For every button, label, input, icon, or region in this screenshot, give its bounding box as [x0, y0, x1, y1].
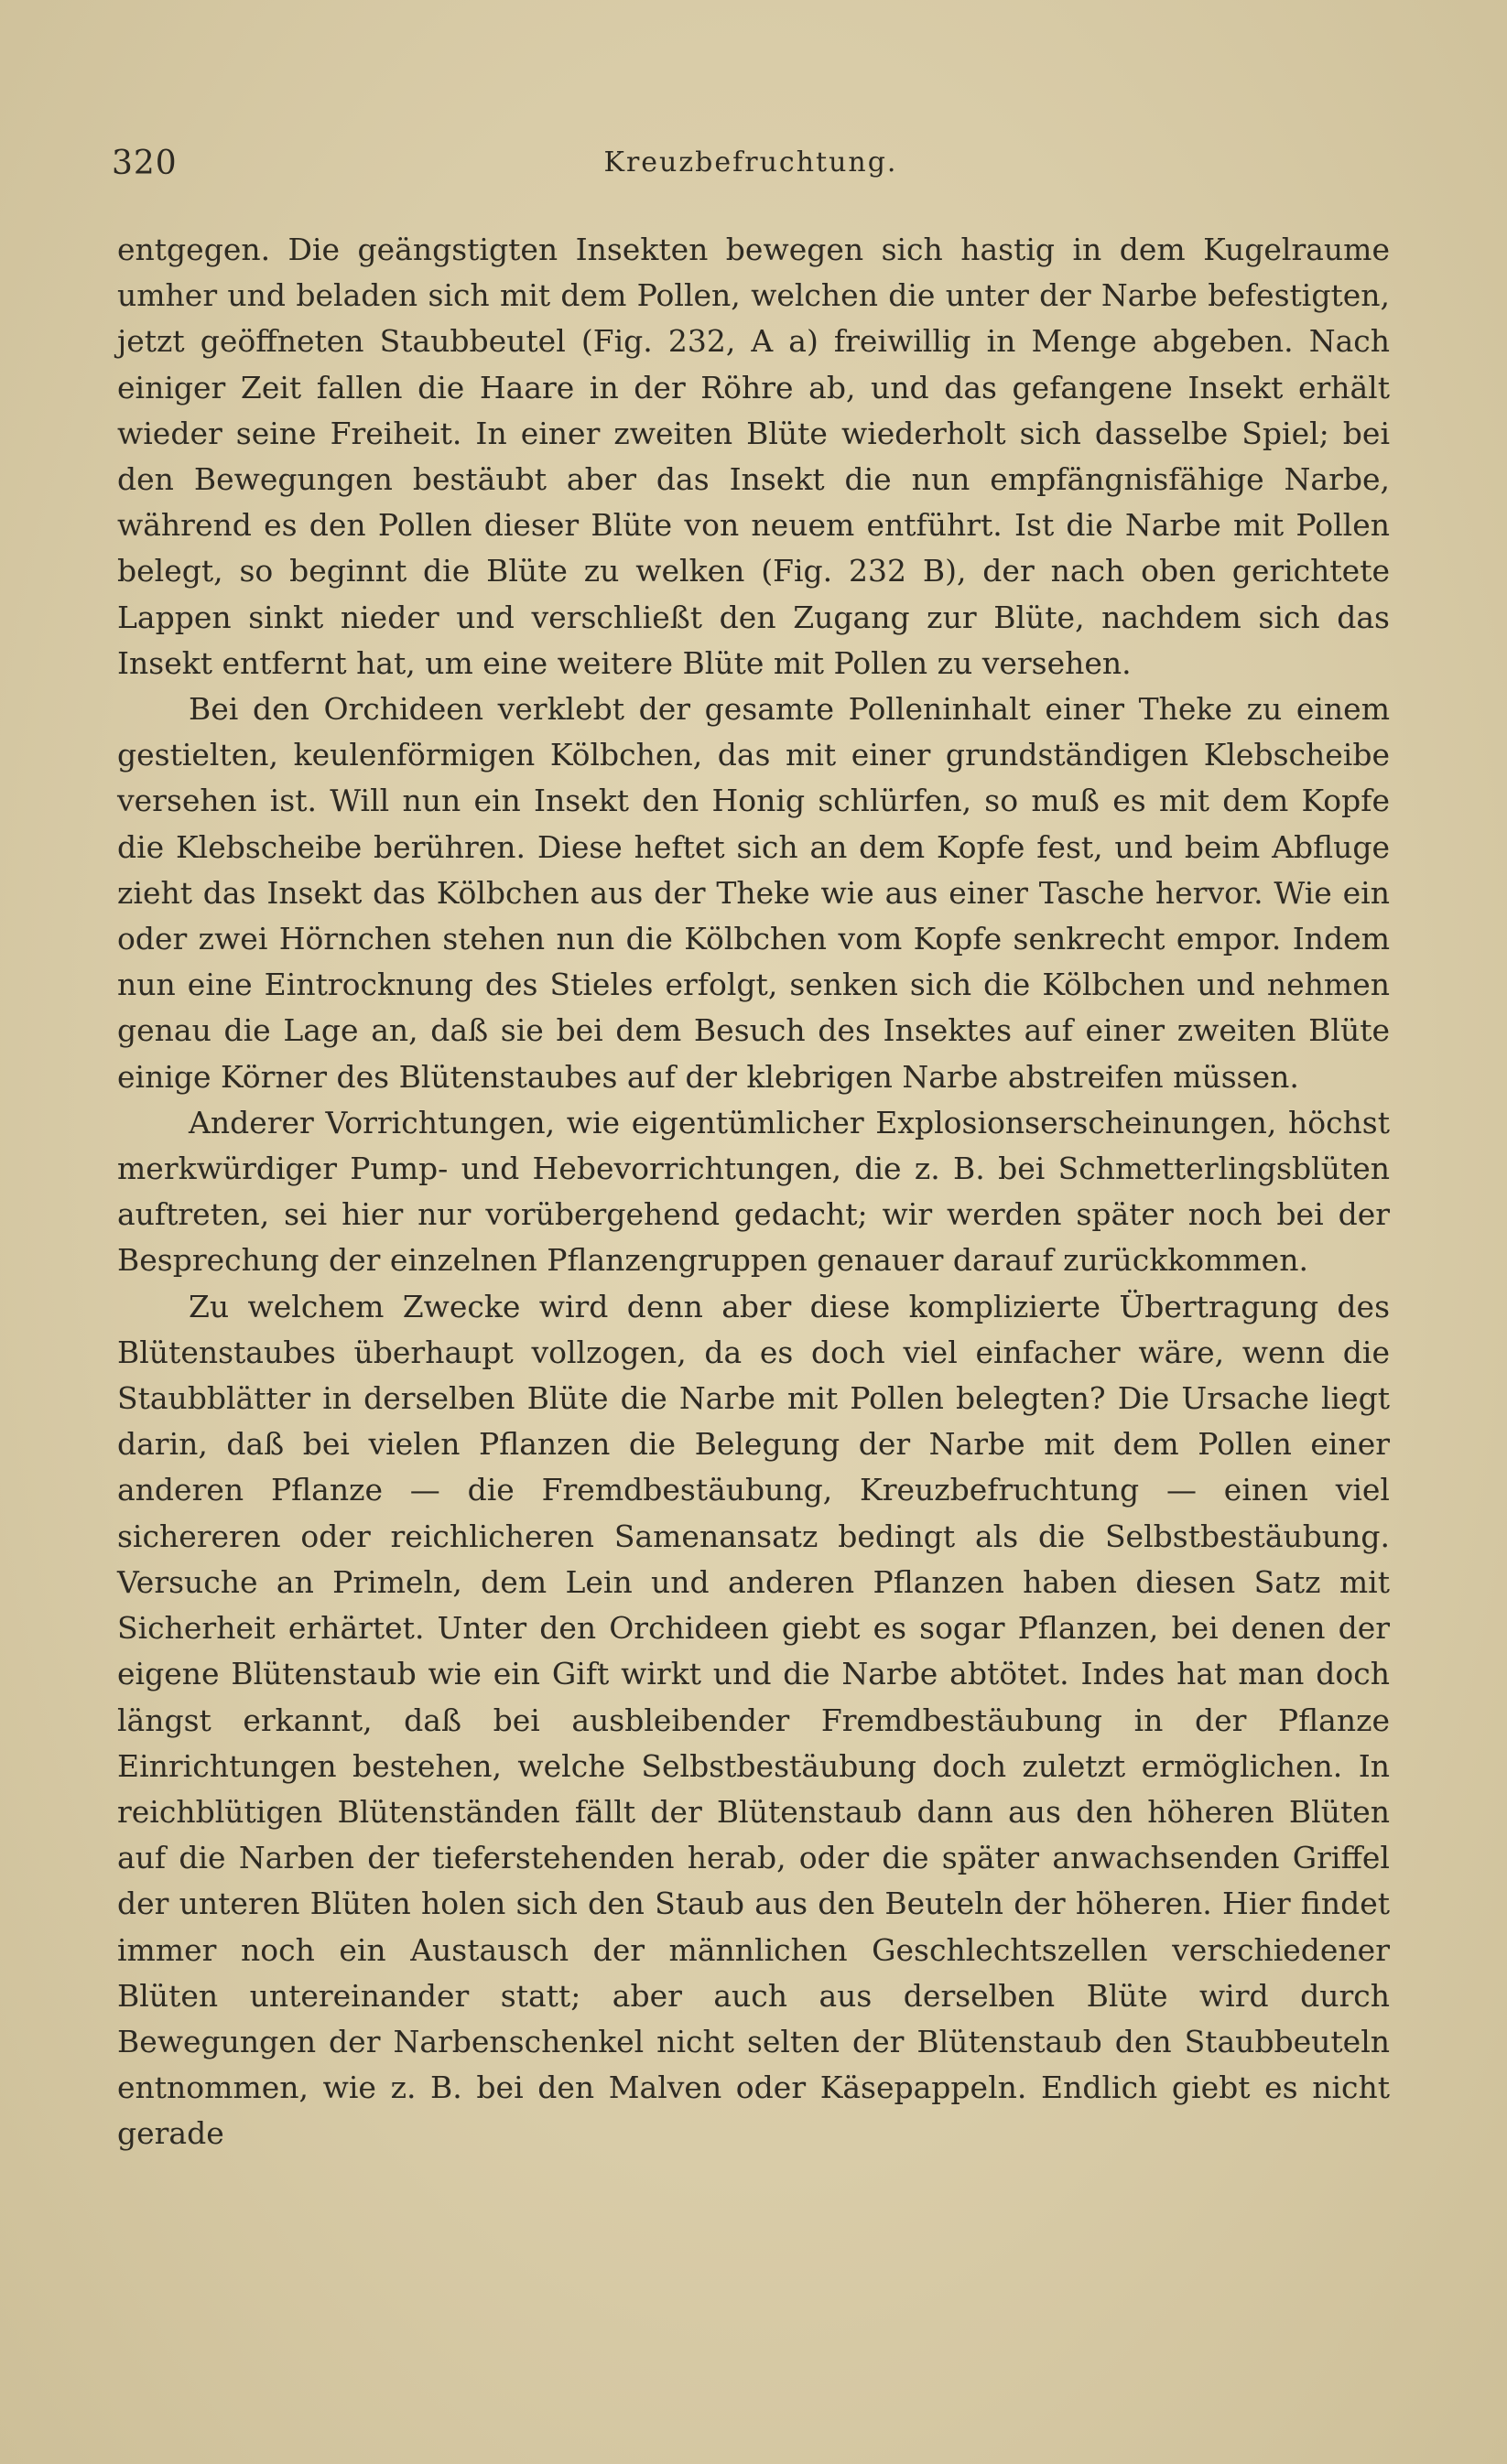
- running-head: Kreuzbefruchtung.: [603, 146, 898, 178]
- paragraph: Zu welchem Zwecke wird denn aber diese komplizierte Übertragung des Blütenstaubes überhaupt vollzogen, da es doch viel einfacher wäre, wenn die Staubblätter in derselben Blüte die Narbe mit Pollen belegten? Die Ursache liegt darin, daß bei vielen Pflanzen die Belegung der Narbe mit dem Pollen einer anderen Pflanze — die Fremdbestäubung, Kreuzbefruchtung — einen viel sichereren oder reichlicheren Samenansatz bedingt als die Selbstbestäubung. Versuche an Primeln, dem Lein und anderen Pflanzen haben diesen Satz mit Sicherheit erhärtet. Unter den Orchideen giebt es sogar Pflanzen, bei denen der eigene Blütenstaub wie ein Gift wirkt und die Narbe abtötet. Indes hat man doch längst erkannt, daß bei ausbleibender Fremdbestäubung in der Pflanze Einrichtungen bestehen, welche Selbstbestäubung doch zuletzt ermöglichen. In reichblütigen Blütenständen fällt der Blütenstaub dann aus den höheren Blüten auf die Narben der tieferstehenden herab, oder die später anwachsenden Griffel der unteren Blüten holen sich den Staub aus den Beuteln der höheren. Hier findet immer noch ein Austausch der männlichen Geschlechtszellen verschiedener Blüten untereinander statt; aber auch aus derselben Blüte wird durch Bewegungen der Narbenschenkel nicht selten der Blütenstaub den Staubbeuteln entnommen, wie z. B. bei den Malven oder Käsepappeln. Endlich giebt es nicht gerade: [117, 1288, 1390, 2152]
- page-header: [112, 145, 1390, 189]
- paragraph: Bei den Orchideen verklebt der gesamte Polleninhalt einer Theke zu einem gestielten, keulenförmigen Kölbchen, das mit einer grundständigen Klebscheibe versehen ist. Will nun ein Insekt den Honig schlürfen, so muß es mit dem Kopfe die Klebscheibe berühren. Diese heftet sich an dem Kopfe fest, und beim Abfluge zieht das Insekt das Kölbchen aus der Theke wie aus einer Tasche hervor. Wie ein oder zwei Hörnchen stehen nun die Kölbchen vom Kopfe senkrecht empor. Indem nun eine Eintrocknung des Stieles erfolgt, senken sich die Kölbchen und nehmen genau die Lage an, daß sie bei dem Besuch des Insektes auf einer zweiten Blüte einige Körner des Blütenstaubes auf der klebrigen Narbe abstreifen müssen.: [117, 691, 1390, 1095]
- page-number: 320: [112, 145, 178, 182]
- body-text: [117, 227, 1390, 2157]
- paragraph: entgegen. Die geängstigten Insekten bewegen sich hastig in dem Kugelraume umher und beladen sich mit dem Pollen, welchen die unter der Narbe befestigten, jetzt geöffneten Staubbeutel (Fig. 232, A a) freiwillig in Menge abgeben. Nach einiger Zeit fallen die Haare in der Röhre ab, und das gefangene Insekt erhält wieder seine Freiheit. In einer zweiten Blüte wiederholt sich dasselbe Spiel; bei den Bewegungen bestäubt aber das Insekt die nun empfängnisfähige Narbe, während es den Pollen dieser Blüte von neuem entführt. Ist die Narbe mit Pollen belegt, so beginnt die Blüte zu welken (Fig. 232 B), der nach oben gerichtete Lappen sinkt nieder und verschließt den Zugang zur Blüte, nachdem sich das Insekt entfernt hat, um eine weitere Blüte mit Pollen zu versehen.: [117, 232, 1390, 681]
- paragraph: Anderer Vorrichtungen, wie eigentümlicher Explosionserscheinungen, höchst merkwürdiger Pump- und Hebevorrichtungen, die z. B. bei Schmetterlingsblüten auftreten, sei hier nur vorübergehend gedacht; wir werden später noch bei der Besprechung der einzelnen Pflanzengruppen genauer darauf zurückkommen.: [117, 1104, 1390, 1279]
